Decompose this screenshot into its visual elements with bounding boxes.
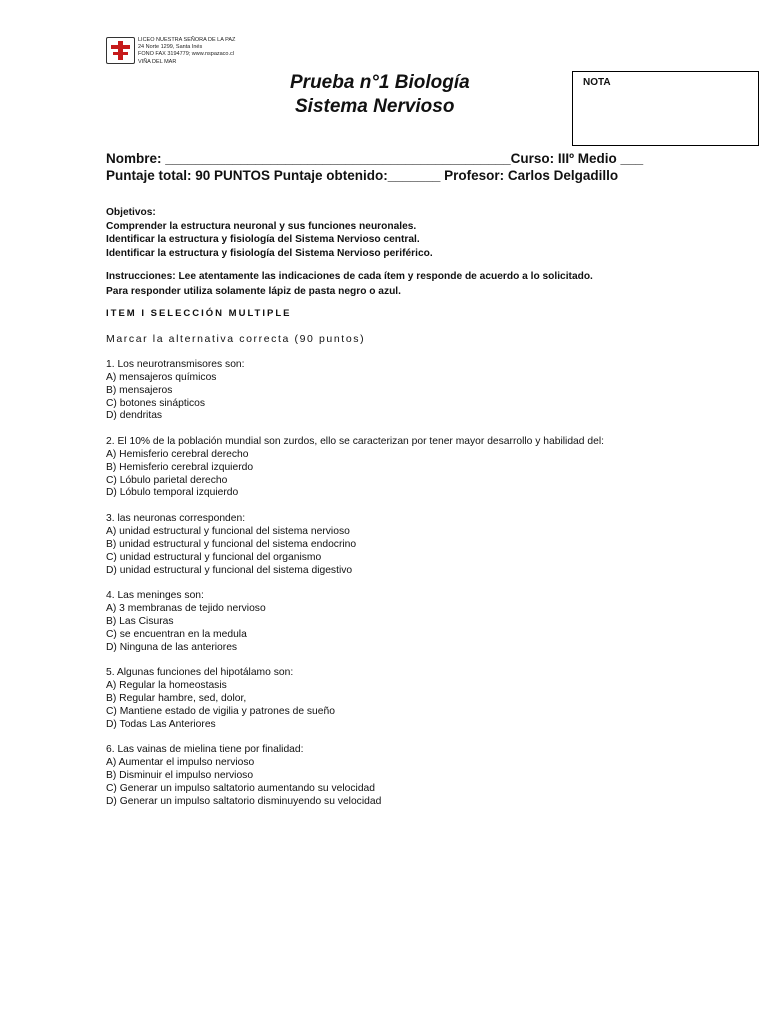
answer-option: D) dendritas [106,410,163,422]
school-city: VIÑA DEL MAR [138,58,177,65]
question-block [106,513,604,577]
answer-option: D) unidad estructural y funcional del sistema digestivo [106,564,353,576]
school-name: LICEO NUESTRA SEÑORA DE LA PAZ [138,37,236,43]
section-title: ITEM I SELECCIÓN MULTIPLE [106,308,292,319]
school-phone-web: FONO FAX 3194779; www.nspazaco.cl [138,51,234,58]
answer-option: B) Hemisferio cerebral izquierdo [106,461,254,473]
answer-option: C) Mantiene estado de vigilia y patrones de sueño [106,705,335,717]
question-block [106,667,604,731]
test-title: Prueba n°1 Biología [290,72,470,93]
answer-option: C) Lóbulo parietal derecho [106,474,228,486]
answer-option: A) mensajeros químicos [106,371,217,383]
objectives-heading: Objetivos: [106,207,156,218]
answer-option: B) Las Cisuras [106,615,174,627]
answer-option: C) unidad estructural y funcional del organismo [106,551,322,563]
school-crest-icon [106,37,135,64]
school-logo-block [106,37,266,67]
answer-option: A) Regular la homeostasis [106,680,227,692]
answer-option: D) Ninguna de las anteriores [106,641,238,653]
objective-item: Comprender la estructura neuronal y sus funciones neuronales. [106,220,417,232]
answer-option: C) Generar un impulso saltatorio aumentando su velocidad [106,782,376,794]
question-text: 1. Los neurotransmisores son: [106,359,245,370]
school-address: 24 Norte 1299, Santa Inés [138,44,203,51]
answer-option: B) Regular hambre, sed, dolor, [106,692,247,704]
objective-item: Identificar la estructura y fisiología del Sistema Nervioso periférico. [106,247,433,259]
answer-option: D) Generar un impulso saltatorio disminuyendo su velocidad [106,795,382,807]
answer-option: C) botones sinápticos [106,397,206,409]
answer-option: C) se encuentran en la medula [106,628,247,640]
question-block [106,359,604,423]
instructions-section [106,270,593,299]
grade-label: NOTA [583,77,611,88]
questions-list [106,359,604,821]
answer-option: B) Disminuir el impulso nervioso [106,770,254,781]
instructions-line: Instrucciones: Lee atentamente las indicaciones de cada ítem y responde de acuerdo a lo solicitado. [106,271,593,282]
answer-option: A) Hemisferio cerebral derecho [106,448,249,460]
instructions-line: Para responder utiliza solamente lápiz de pasta negro o azul. [106,285,401,297]
question-text: 5. Algunas funciones del hipotálamo son: [106,667,294,679]
question-text: 2. El 10% de la población mundial son zurdos, ello se caracterizan por tener mayor desarrollo y habilidad del: [106,436,604,448]
answer-option: D) Lóbulo temporal izquierdo [106,487,239,499]
answer-option: D) Todas Las Anteriores [106,718,216,730]
score-teacher-line: Puntaje total: 90 PUNTOS Puntaje obtenido:_______ Profesor: Carlos Delgadillo [106,168,619,183]
school-info [138,37,235,66]
answer-option: A) unidad estructural y funcional del sistema nervioso [106,525,350,537]
question-block [106,436,604,500]
test-subtitle: Sistema Nervioso [295,96,455,117]
objective-item: Identificar la estructura y fisiología del Sistema Nervioso central. [106,234,420,246]
question-text: 3. las neuronas corresponden: [106,513,246,525]
answer-option: A) Aumentar el impulso nervioso [106,757,255,769]
student-name-line: Nombre: ______________________________________________Curso: IIIº Medio ___ [106,151,644,166]
objectives-section [106,206,433,260]
question-text: 6. Las vainas de mielina tiene por finalidad: [106,744,304,756]
question-block [106,590,604,654]
answer-option: A) 3 membranas de tejido nervioso [106,603,266,615]
answer-option: B) unidad estructural y funcional del sistema endocrino [106,538,357,550]
grade-box [572,71,759,146]
question-text: 4. Las meninges son: [106,590,204,602]
question-block [106,744,604,808]
section-subtitle: Marcar la alternativa correcta (90 puntos) [106,333,366,345]
answer-option: B) mensajeros [106,384,173,396]
